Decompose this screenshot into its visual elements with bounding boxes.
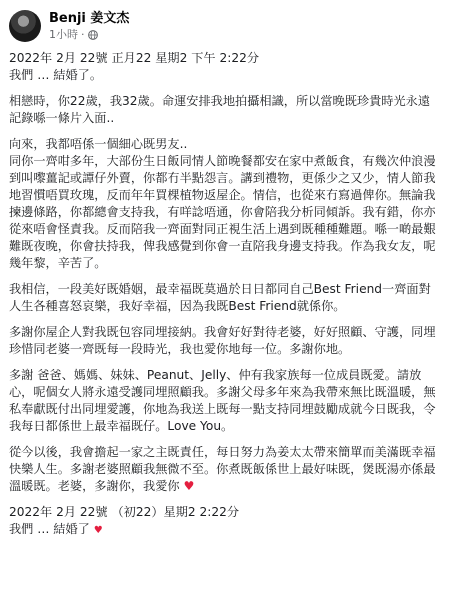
small-heart-icon: ♥	[93, 525, 103, 536]
avatar[interactable]	[9, 10, 41, 42]
author-name[interactable]: Benji 姜文杰	[49, 10, 130, 26]
post-meta	[49, 11, 129, 42]
post-paragraph-meeting: 相戀時，你22歲，我32歲。命運安排我地拍攝相識，所以當晚既珍貴時光永遠記錄喺一條片入面..	[9, 94, 431, 125]
closing-text: 2022年 2月 22號 （初22）星期2 2:22分 我們 … 結婚了	[9, 505, 240, 536]
separator-dot: ·	[81, 27, 85, 41]
post-paragraph-future	[9, 444, 440, 495]
post-body	[9, 50, 440, 539]
future-text: 從今以後，我會擔起一家之主既責任，每日努力為姜太太帶來簡單而美滿既幸福快樂人生。多謝老婆照顧我無微不至。你煮既飯係世上最好味既，煲既湯亦係最溫暖既。老婆，多謝你，我愛你	[9, 445, 436, 493]
post-timestamp[interactable]: 1小時	[49, 27, 78, 41]
post-paragraph-boyfriend: 向來，我都唔係一個細心既男友.. 同你一齊咁多年，大部份生日飯同情人節晚餐都安在家中煮飯食，有幾次仲浪漫到叫嚟薑記或譚仔外賣，你都冇半點怨言。講到禮物，更係少之又少，情人節我地習慣唔買玫瑰，反而年年買棵植物返屋企。情信，也從來冇寫過俾你。無論我揀邊條路，你都總會支持我，有咩諗唔通，你會陪我分析同傾訴。我有錯，你亦從來唔會怪責我。反而陪我一齊面對同正視生活上遇到既種種難題。喺一啲最艱難既夜晚，你會扶持我，俾我感覺到你會一直陪我身邊支持我。作為我女友，呢幾年黎，辛苦了。	[9, 137, 436, 270]
globe-icon[interactable]	[88, 30, 98, 40]
post-subline	[49, 28, 129, 42]
post-paragraph-closing	[9, 504, 440, 539]
heart-icon: ♥	[183, 479, 195, 493]
post-paragraph-thanks-family: 多謝你屋企人對我既包容同埋接納。我會好好對待老婆，好好照顧、守護，同埋珍惜同老婆一齊既每一段時光，我也愛你地每一位。多謝你地。	[9, 325, 436, 356]
post-header	[9, 8, 440, 44]
post-paragraph-thanks-parents: 多謝 爸爸、媽媽、妹妹、Peanut、Jelly、仲有我家族每一位成員既愛。請放心，呢個女人將永遠受護同埋照顧我。多謝父母多年來為我帶來無比既溫暖，無私奉獻既付出同埋愛護，你地為我送上既每一點支持同埋鼓勵成就今日既我，令我每日都係世上最幸福既仔。Love You。	[9, 368, 436, 433]
post-paragraph-date: 2022年 2月 22號 正月22 星期2 下午 2:22分 我們 … 結婚了。	[9, 51, 260, 82]
post-paragraph-best-friend: 我相信，一段美好既婚姻，最幸福既莫過於日日都同自己Best Friend一齊面對人生各種喜怒哀樂，我好幸福，因為我既Best Friend就係你。	[9, 282, 431, 313]
